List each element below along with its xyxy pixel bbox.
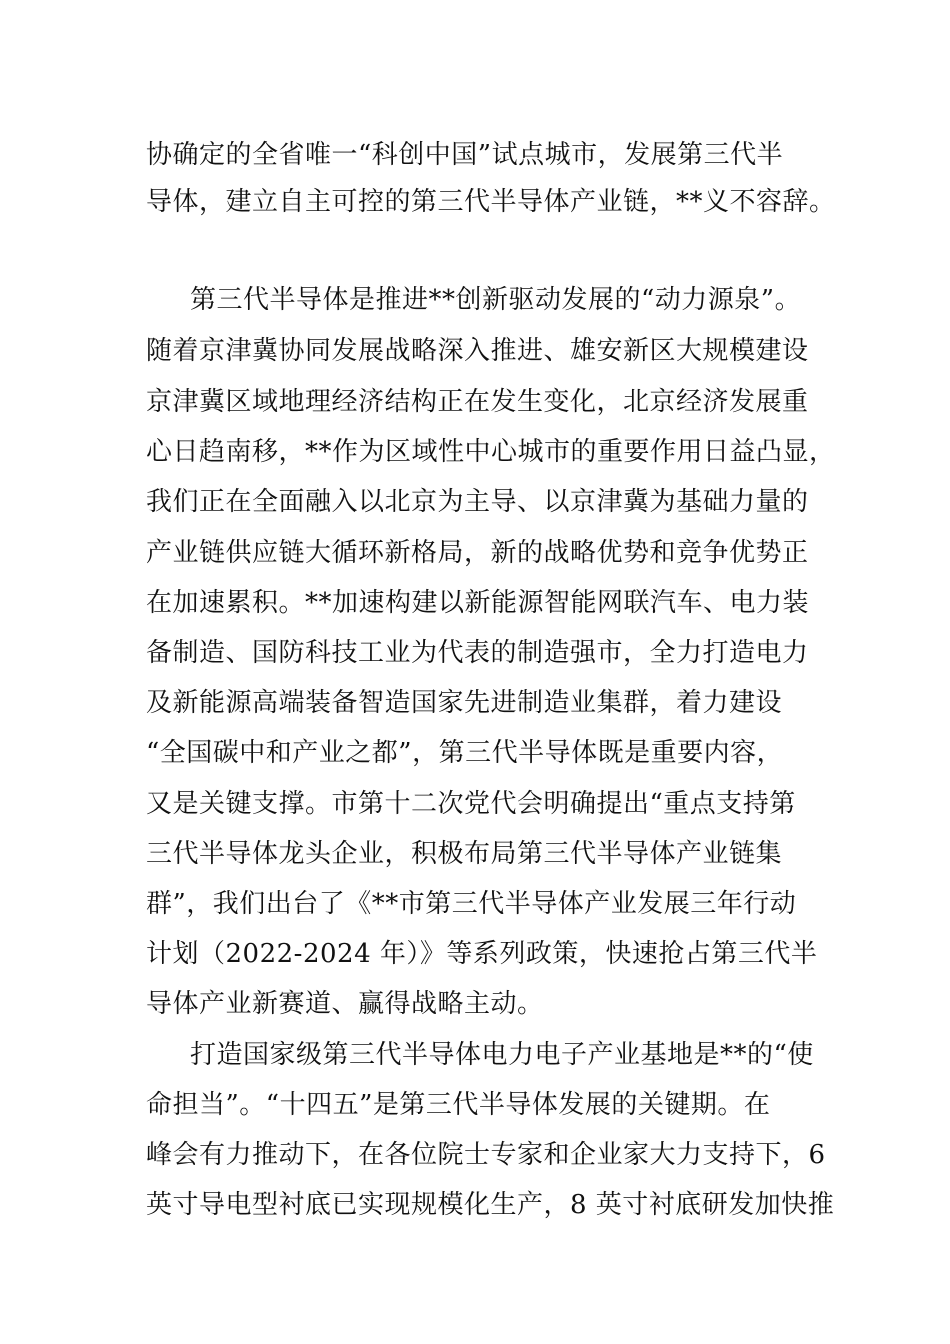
text-line: “全国碳中和产业之都”，第三代半导体既是重要内容， xyxy=(146,738,784,768)
text-line: 我们正在全面融入以北京为主导、以京津冀为基础力量的 xyxy=(146,487,809,517)
text-line: 备制造、国防科技工业为代表的制造强市，全力打造电力 xyxy=(146,638,809,668)
text-line: 心日趋南移，**作为区域性中心城市的重要作用日益凸显， xyxy=(146,437,836,467)
text-line: 英寸导电型衬底已实现规模化生产，8 英寸衬底研发加快推 xyxy=(146,1190,835,1220)
text-line: 峰会有力推动下，在各位院士专家和企业家大力支持下，6 xyxy=(146,1140,826,1170)
text-line: 协确定的全省唯一“科创中国”试点城市，发展第三代半 xyxy=(146,140,784,170)
text-line: 京津冀区域地理经济结构正在发生变化，北京经济发展重 xyxy=(146,387,809,417)
paragraph-first-line: 打造国家级第三代半导体电力电子产业基地是**的“使 xyxy=(190,1040,814,1070)
text-line: 导体，建立自主可控的第三代半导体产业链，**义不容辞。 xyxy=(146,187,836,217)
text-line: 又是关键支撑。市第十二次党代会明确提出“重点支持第 xyxy=(146,789,796,819)
text-line: 及新能源高端装备智造国家先进制造业集群，着力建设 xyxy=(146,688,783,718)
paragraph-first-line: 第三代半导体是推进**创新驱动发展的“动力源泉”。 xyxy=(190,285,802,315)
text-line: 命担当”。“十四五”是第三代半导体发展的关键期。在 xyxy=(146,1090,771,1120)
text-line: 在加速累积。**加速构建以新能源智能网联汽车、电力装 xyxy=(146,588,810,618)
text-line: 计划（2022-2024 年）》等系列政策，快速抢占第三代半 xyxy=(146,939,818,969)
text-line: 产业链供应链大循环新格局，新的战略优势和竞争优势正 xyxy=(146,538,809,568)
text-line: 随着京津冀协同发展战略深入推进、雄安新区大规模建设 xyxy=(146,336,809,366)
text-line: 导体产业新赛道、赢得战略主动。 xyxy=(146,989,544,1019)
text-line: 群”，我们出台了《**市第三代半导体产业发展三年行动 xyxy=(146,889,797,919)
text-line: 三代半导体龙头企业，积极布局第三代半导体产业链集 xyxy=(146,839,783,869)
